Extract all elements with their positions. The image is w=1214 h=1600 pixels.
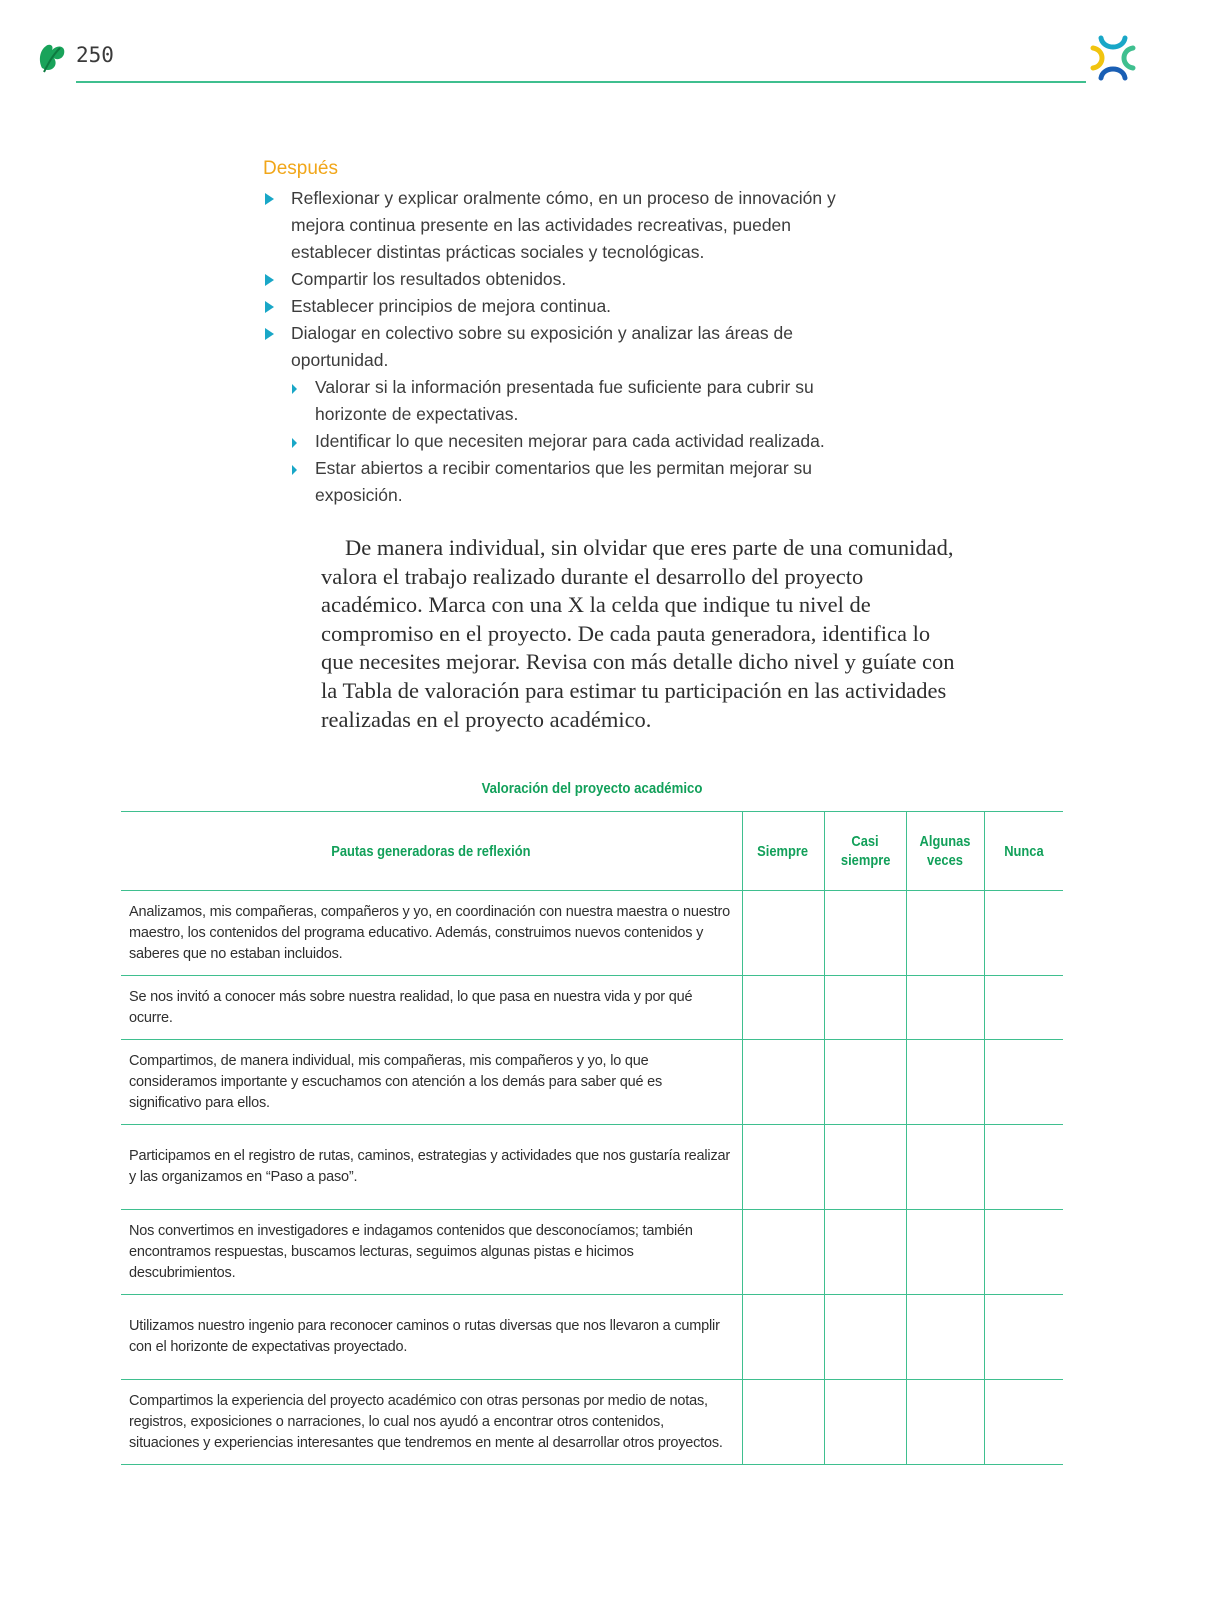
table-row	[121, 1295, 1063, 1380]
checkbox-cell-casi-siempre[interactable]	[824, 1040, 906, 1125]
checkbox-cell-nunca[interactable]	[984, 976, 1063, 1040]
checkbox-cell-casi-siempre[interactable]	[824, 1380, 906, 1465]
table-row	[121, 891, 1063, 976]
criteria-text: Analizamos, mis compañeras, compañeros y yo, en coordinación con nuestra maestra o nuestro maestro, los contenidos del programa educativo. Además, construimos nuevos contenidos y saberes que no estaban incluidos.	[129, 903, 730, 962]
checkbox-cell-siempre[interactable]	[742, 1210, 824, 1295]
table-row	[121, 1380, 1063, 1465]
column-header-label: Algunas veces	[919, 833, 971, 869]
checkbox-cell-siempre[interactable]	[742, 1125, 824, 1210]
checkbox-cell-algunas-veces[interactable]	[906, 1380, 984, 1465]
checkbox-cell-algunas-veces[interactable]	[906, 1295, 984, 1380]
checkbox-cell-casi-siempre[interactable]	[824, 976, 906, 1040]
checkbox-cell-algunas-veces[interactable]	[906, 891, 984, 976]
page-number: 250	[76, 43, 114, 67]
list-item: Compartir los resultados obtenidos.	[263, 266, 863, 293]
header-rule	[76, 81, 1086, 83]
criteria-cell	[121, 891, 742, 976]
checkbox-cell-siempre[interactable]	[742, 976, 824, 1040]
checkbox-cell-siempre[interactable]	[742, 1380, 824, 1465]
list-item: Reflexionar y explicar oralmente cómo, en un proceso de innovación y mejora continua presente en las actividades recreativas, pueden establecer distintas prácticas sociales y tecnológicas.	[263, 185, 863, 266]
table-row	[121, 1210, 1063, 1295]
column-header-label: Nunca	[1004, 842, 1044, 860]
table-row	[121, 1040, 1063, 1125]
leaf-logo-icon	[36, 38, 68, 74]
criteria-cell	[121, 1295, 742, 1380]
checkbox-cell-siempre[interactable]	[742, 1040, 824, 1125]
checkbox-cell-siempre[interactable]	[742, 1295, 824, 1380]
criteria-text: Compartimos, de manera individual, mis compañeras, mis compañeros y yo, lo que consideramos importante y escuchamos con atención a los demás para saber qué es significativo para ellos.	[129, 1052, 663, 1111]
checkbox-cell-nunca[interactable]	[984, 1295, 1063, 1380]
checkbox-cell-nunca[interactable]	[984, 1040, 1063, 1125]
checkbox-cell-algunas-veces[interactable]	[906, 976, 984, 1040]
column-header-algunas-veces	[906, 812, 984, 891]
criteria-text: Compartimos la experiencia del proyecto académico con otras personas por medio de notas, registros, exposiciones o narraciones, lo cual nos ayudó a encontrar otros contenidos, situaciones y experiencias interesantes que tendremos en mente al desarrollar otros proyectos.	[129, 1392, 723, 1451]
column-header-criteria	[121, 812, 742, 891]
section-title-despues: Después	[263, 158, 338, 179]
sub-list-item: Valorar si la información presentada fue suficiente para cubrir su horizonte de expectativas.	[263, 374, 863, 428]
column-header-casi-siempre	[824, 812, 906, 891]
criteria-cell	[121, 1380, 742, 1465]
criteria-cell	[121, 1210, 742, 1295]
despues-list	[263, 185, 863, 509]
table-row	[121, 976, 1063, 1040]
list-item: Dialogar en colectivo sobre su exposición y analizar las áreas de oportunidad.	[263, 320, 863, 374]
criteria-text: Nos convertimos en investigadores e indagamos contenidos que desconocíamos; también encontramos respuestas, buscamos lecturas, seguimos algunas pistas e hicimos descubrimientos.	[129, 1222, 693, 1281]
checkbox-cell-casi-siempre[interactable]	[824, 891, 906, 976]
checkbox-cell-siempre[interactable]	[742, 891, 824, 976]
checkbox-cell-nunca[interactable]	[984, 891, 1063, 976]
sub-list-item: Identificar lo que necesiten mejorar para cada actividad realizada.	[263, 428, 863, 455]
column-header-siempre	[742, 812, 824, 891]
table-row	[121, 1125, 1063, 1210]
criteria-cell	[121, 976, 742, 1040]
column-header-label: Siempre	[757, 842, 809, 860]
instructions-paragraph: De manera individual, sin olvidar que eres parte de una comunidad, valora el trabajo realizado durante el desarrollo del proyecto académico. Marca con una X la celda que indique tu nivel de compromiso en el proyecto. De cada pauta generadora, identifica lo que necesites mejorar. Revisa con más detalle dicho nivel y guíate con la Tabla de valoración para estimar tu participación en las actividades realizadas en el proyecto académico.	[321, 535, 955, 732]
checkbox-cell-nunca[interactable]	[984, 1210, 1063, 1295]
community-emblem-icon	[1087, 32, 1139, 84]
checkbox-cell-casi-siempre[interactable]	[824, 1125, 906, 1210]
evaluation-table	[121, 811, 1063, 1465]
checkbox-cell-casi-siempre[interactable]	[824, 1210, 906, 1295]
column-header-label: Casi siempre	[840, 833, 891, 869]
table-header-row	[121, 812, 1063, 891]
criteria-text: Utilizamos nuestro ingenio para reconocer caminos o rutas diversas que nos llevaron a cumplir con el horizonte de expectativas proyectado.	[129, 1318, 720, 1355]
sub-list-item: Estar abiertos a recibir comentarios que les permitan mejorar su exposición.	[263, 455, 863, 509]
column-header-nunca	[984, 812, 1063, 891]
checkbox-cell-algunas-veces[interactable]	[906, 1210, 984, 1295]
criteria-cell	[121, 1040, 742, 1125]
column-header-label: Pautas generadoras de reflexión	[331, 842, 531, 860]
checkbox-cell-algunas-veces[interactable]	[906, 1040, 984, 1125]
checkbox-cell-algunas-veces[interactable]	[906, 1125, 984, 1210]
checkbox-cell-nunca[interactable]	[984, 1125, 1063, 1210]
criteria-text: Se nos invitó a conocer más sobre nuestra realidad, lo que pasa en nuestra vida y por qué ocurre.	[129, 988, 693, 1026]
criteria-cell	[121, 1125, 742, 1210]
criteria-text: Participamos en el registro de rutas, caminos, estrategias y actividades que nos gustaría realizar y las organizamos en “Paso a paso”.	[129, 1148, 730, 1185]
checkbox-cell-nunca[interactable]	[984, 1380, 1063, 1465]
table-caption: Valoración del proyecto académico	[481, 780, 703, 797]
list-item: Establecer principios de mejora continua.	[263, 293, 863, 320]
checkbox-cell-casi-siempre[interactable]	[824, 1295, 906, 1380]
